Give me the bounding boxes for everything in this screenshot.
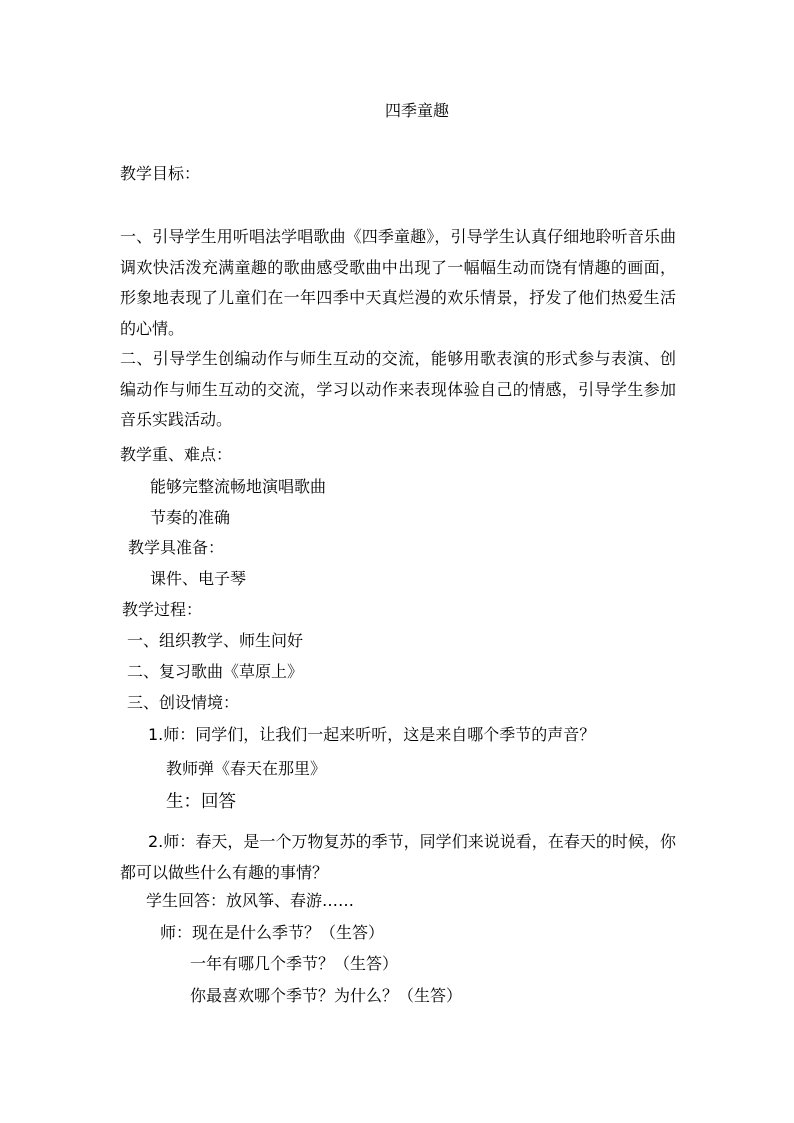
teacher-question-3: 你最喜欢哪个季节？为什么？（生答） [190, 986, 463, 1005]
process-step-3-1: 1.师：同学们，让我们一起来听听，这是来自哪个季节的声音？ [148, 725, 596, 744]
objective-2: 二、引导学生创编动作与师生互动的交流，能够用歌表演的形式参与表演、创编动作与师生互动的交流，学习以动作来表现体验自己的情感，引导学生参加音乐实践活动。 [120, 349, 676, 429]
materials-heading: 教学具准备： [128, 538, 225, 557]
page-title: 四季童趣 [384, 101, 449, 120]
process-heading: 教学过程： [122, 600, 203, 619]
teacher-question-1: 师：现在是什么季节？（生答） [160, 923, 385, 942]
objective-1: 一、引导学生用听唱法学唱歌曲《四季童趣》，引导学生认真仔细地聆听音乐曲调欢快活泼充满童趣的歌曲感受歌曲中出现了一幅幅生动而饶有情趣的画面，形象地表现了儿童们在一年四季中天真烂漫的欢乐情景，抒发了他们热爱生活的心情。 [120, 227, 676, 338]
student-answer-2: 学生回答：放风筝、春游…… [146, 891, 355, 910]
student-answer-1: 生：回答 [166, 792, 236, 812]
teacher-plays: 教师弹《春天在那里》 [166, 759, 327, 778]
key-point-1: 能够完整流畅地演唱歌曲 [150, 477, 327, 496]
process-step-3: 三、创设情境： [127, 693, 240, 712]
teacher-question-2: 一年有哪几个季节？（生答） [190, 954, 399, 973]
key-point-2: 节奏的准确 [150, 508, 231, 527]
process-step-1: 一、组织教学、师生问好 [127, 631, 304, 650]
process-step-2: 二、复习歌曲《草原上》 [127, 662, 304, 681]
materials-list: 课件、电子琴 [150, 569, 247, 588]
objectives-heading: 教学目标： [120, 164, 201, 183]
key-points-heading: 教学重、难点： [120, 445, 233, 464]
process-step-3-2: 2.师：春天，是一个万物复苏的季节，同学们来说说看，在春天的时候，你都可以做些什么有趣的事情？ [120, 832, 676, 882]
